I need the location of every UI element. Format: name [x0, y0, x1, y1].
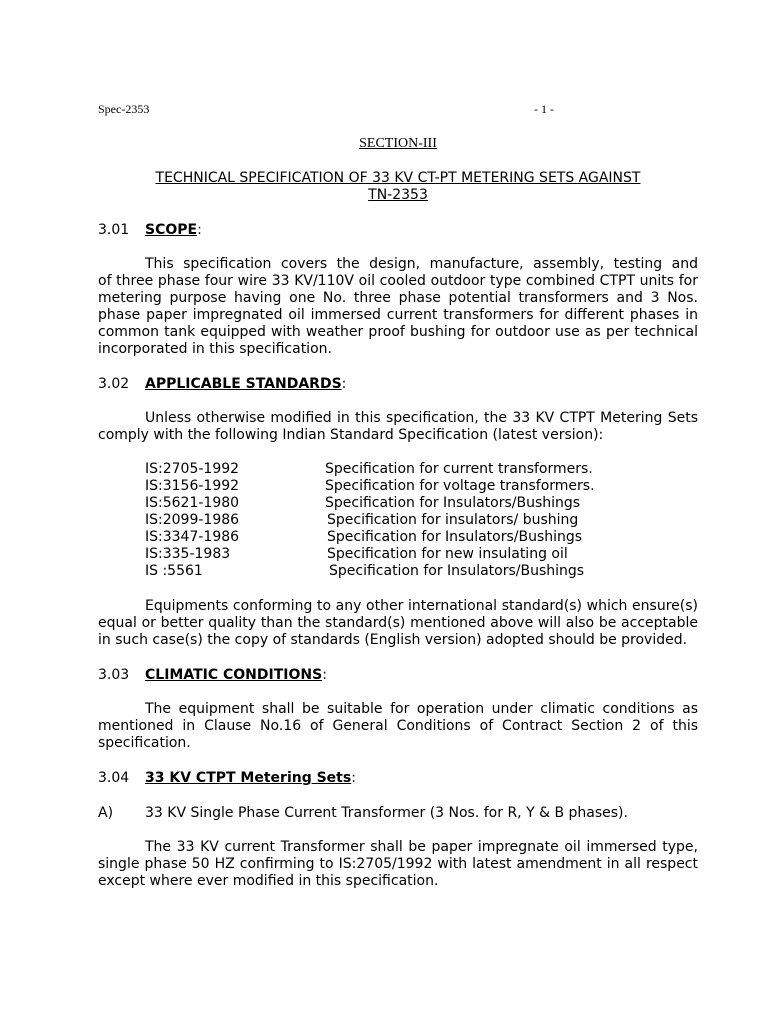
- standard-row: [145, 563, 665, 580]
- paragraph-line: The 33 KV current Transformer shall be paper impregnate oil immersed type,: [145, 839, 698, 855]
- paragraph-line: single phase 50 HZ confirming to IS:2705/1992 with latest amendment in all respect: [98, 856, 698, 872]
- paragraph-line: This specification covers the design, manufacture, assembly, testing and: [145, 256, 698, 272]
- current-transformer-paragraph: [98, 839, 698, 890]
- paragraph-line: mentioned in Clause No.16 of General Conditions of Contract Section 2 of this: [98, 718, 698, 734]
- standard-code: IS:3156-1992: [145, 478, 240, 494]
- spec-id: Spec-2353: [98, 102, 150, 116]
- standard-row: [145, 478, 665, 495]
- paragraph-line: comply with the following Indian Standard Specification (latest version):: [98, 427, 604, 443]
- subsection-label: A): [98, 805, 114, 821]
- standard-row: [145, 461, 665, 478]
- section-heading-climatic: CLIMATIC CONDITIONS:: [145, 667, 327, 683]
- standard-description: Specification for insulators/ bushing: [327, 512, 579, 528]
- standard-code: IS:5621-1980: [145, 495, 240, 511]
- section-heading-standards: APPLICABLE STANDARDS:: [145, 376, 347, 392]
- section-number: 3.04: [98, 770, 130, 786]
- standard-row: [145, 512, 665, 529]
- standard-description: Specification for Insulators/Bushings: [329, 563, 585, 579]
- standard-description: Specification for current transformers.: [325, 461, 593, 477]
- paragraph-line: common tank equipped with weather proof bushing for outdoor use as per technical: [98, 324, 698, 340]
- paragraph-line: Equipments conforming to any other international standard(s) which ensure(s): [145, 598, 698, 614]
- paragraph-line: of three phase four wire 33 KV/110V oil cooled outdoor type combined CTPT units for: [98, 273, 698, 289]
- paragraph-line: incorporated in this specification.: [98, 341, 332, 357]
- standard-code: IS :5561: [145, 563, 203, 579]
- section-number: 3.03: [98, 667, 130, 683]
- standard-description: Specification for new insulating oil: [327, 546, 568, 562]
- standard-code: IS:335-1983: [145, 546, 231, 562]
- standard-description: Specification for Insulators/Bushings: [327, 529, 583, 545]
- standard-code: IS:2705-1992: [145, 461, 240, 477]
- paragraph-line: phase paper impregnated oil immersed current transformers for different phases in: [98, 307, 698, 323]
- standard-row: [145, 495, 665, 512]
- subsection-title: 33 KV Single Phase Current Transformer (3 Nos. for R, Y & B phases).: [145, 805, 628, 821]
- standards-intro-paragraph: [98, 410, 698, 444]
- paragraph-line: equal or better quality than the standard(s) mentioned above will also be acceptable: [98, 615, 698, 631]
- section-number: 3.02: [98, 376, 130, 392]
- standard-row: [145, 529, 665, 546]
- section-heading-metering-sets: 33 KV CTPT Metering Sets:: [145, 770, 356, 786]
- section-title: SECTION-III: [359, 136, 437, 151]
- paragraph-line: The equipment shall be suitable for operation under climatic conditions as: [145, 701, 698, 717]
- section-heading-scope: SCOPE:: [145, 222, 202, 238]
- paragraph-line: in such case(s) the copy of standards (English version) adopted should be provided.: [98, 632, 688, 648]
- standard-row: [145, 546, 665, 563]
- document-title-line1: TECHNICAL SPECIFICATION OF 33 KV CT-PT METERING SETS AGAINST: [155, 170, 641, 186]
- standards-closing-paragraph: [98, 598, 698, 649]
- scope-paragraph: [98, 256, 698, 358]
- page-number: - 1 -: [534, 102, 554, 116]
- climatic-paragraph: [98, 701, 698, 752]
- paragraph-line: except where ever modified in this specification.: [98, 873, 439, 889]
- paragraph-line: Unless otherwise modified in this specification, the 33 KV CTPT Metering Sets: [145, 410, 698, 426]
- standard-description: Specification for Insulators/Bushings: [325, 495, 581, 511]
- document-title-line2: TN-2353: [368, 187, 428, 203]
- paragraph-line: metering purpose having one No. three phase potential transformers and 3 Nos.: [98, 290, 698, 306]
- section-number: 3.01: [98, 222, 130, 238]
- standard-description: Specification for voltage transformers.: [325, 478, 595, 494]
- standard-code: IS:2099-1986: [145, 512, 240, 528]
- paragraph-line: specification.: [98, 735, 191, 751]
- standard-code: IS:3347-1986: [145, 529, 240, 545]
